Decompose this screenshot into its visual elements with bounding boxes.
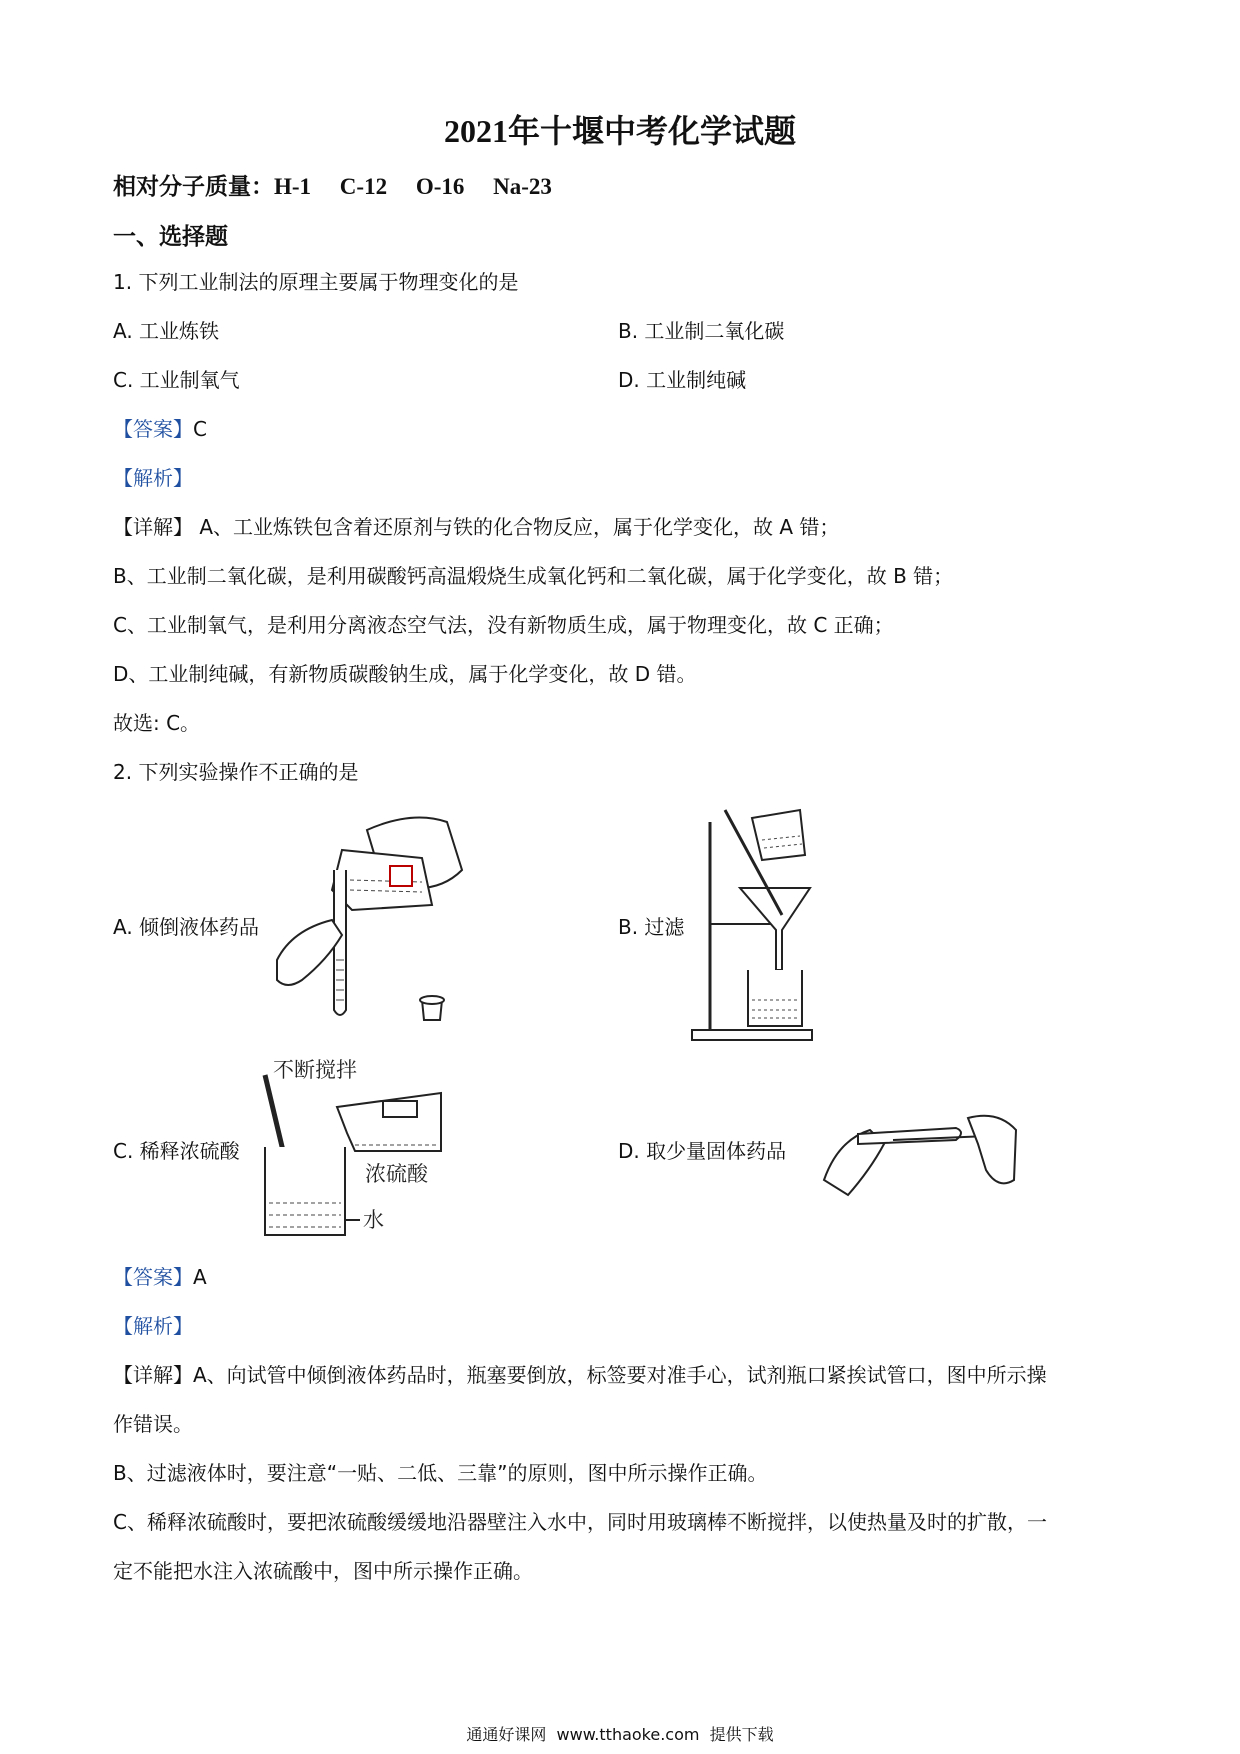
section-heading: 一、选择题: [113, 224, 228, 249]
q2-analysis-tag: 【解析】: [113, 1314, 193, 1338]
q1-option-b: B. 工业制二氧化碳: [618, 319, 785, 343]
q1-detail-c: C、工业制氧气，是利用分离液态空气法，没有新物质生成，属于物理变化，故 C 正确；: [113, 613, 894, 637]
label-concentrated-acid: 浓硫酸: [365, 1162, 428, 1186]
q1-conclusion: 故选: C。: [113, 711, 201, 735]
page-title: 2021年十堰中考化学试题: [443, 113, 796, 149]
q2-detail-b: B、过滤液体时，要注意“一贴、二低、三靠”的原则，图中所示操作正确。: [113, 1461, 768, 1485]
q1-answer: [113, 415, 207, 443]
q1-detail-a: [113, 513, 839, 541]
label-stirring: 不断搅拌: [273, 1058, 357, 1082]
q2-detail-c: C、稀释浓硫酸时，要把浓硫酸缓缓地沿器壁注入水中，同时用玻璃棒不断搅拌，以使热量及时的扩散，一: [113, 1510, 1047, 1534]
q1-option-d: D. 工业制纯碱: [618, 368, 747, 392]
q1-detail-tag: 【详解】: [113, 515, 193, 539]
figure-filtration: [690, 800, 820, 1045]
q2-detail-c-cont: 定不能把水注入浓硫酸中，图中所示操作正确。: [113, 1559, 533, 1583]
q2-option-d: D. 取少量固体药品: [618, 1139, 787, 1163]
q2-detail-a-text: A、向试管中倾倒液体药品时，瓶塞要倒放，标签要对准手心，试剂瓶口紧挨试管口，图中所示操: [193, 1363, 1047, 1387]
q1-option-c: C. 工业制氧气: [113, 368, 240, 392]
q2-option-c: C. 稀释浓硫酸: [113, 1139, 240, 1163]
q2-detail-a-cont: 作错误。: [113, 1412, 193, 1436]
q2-option-b: B. 过滤: [618, 915, 685, 939]
page-footer: 通通好课网 www.tthaoke.com 提供下载: [466, 1725, 774, 1744]
q1-detail-b: B、工业制二氧化碳，是利用碳酸钙高温煅烧生成氧化钙和二氧化碳，属于化学变化，故 B 错；: [113, 564, 954, 588]
figure-diluting-acid: [255, 1055, 455, 1245]
q2-answer: [113, 1263, 207, 1291]
q1-answer-tag: 【答案】: [113, 417, 193, 441]
q1-detail-a-text: A、工业炼铁包含着还原剂与铁的化合物反应，属于化学变化，故 A 错；: [193, 515, 840, 539]
figure-taking-solid: [818, 1100, 1023, 1200]
q1-stem: 1. 下列工业制法的原理主要属于物理变化的是: [113, 270, 519, 294]
q2-answer-value: A: [193, 1265, 207, 1289]
q2-detail-tag: 【详解】: [113, 1363, 193, 1387]
figure-pouring-liquid: [272, 810, 472, 1035]
label-water: 水: [363, 1208, 384, 1232]
q1-detail-d: D、工业制纯碱，有新物质碳酸钠生成，属于化学变化，故 D 错。: [113, 662, 697, 686]
q2-option-a: A. 倾倒液体药品: [113, 915, 260, 939]
q2-answer-tag: 【答案】: [113, 1265, 193, 1289]
q2-stem: 2. 下列实验操作不正确的是: [113, 760, 359, 784]
q1-analysis-tag: 【解析】: [113, 466, 193, 490]
q2-detail-a: [113, 1361, 1047, 1389]
q1-answer-value: C: [193, 417, 207, 441]
relative-molecular-masses: 相对分子质量：H-1 C-12 O-16 Na-23: [113, 174, 552, 199]
q1-option-a: A. 工业炼铁: [113, 319, 220, 343]
